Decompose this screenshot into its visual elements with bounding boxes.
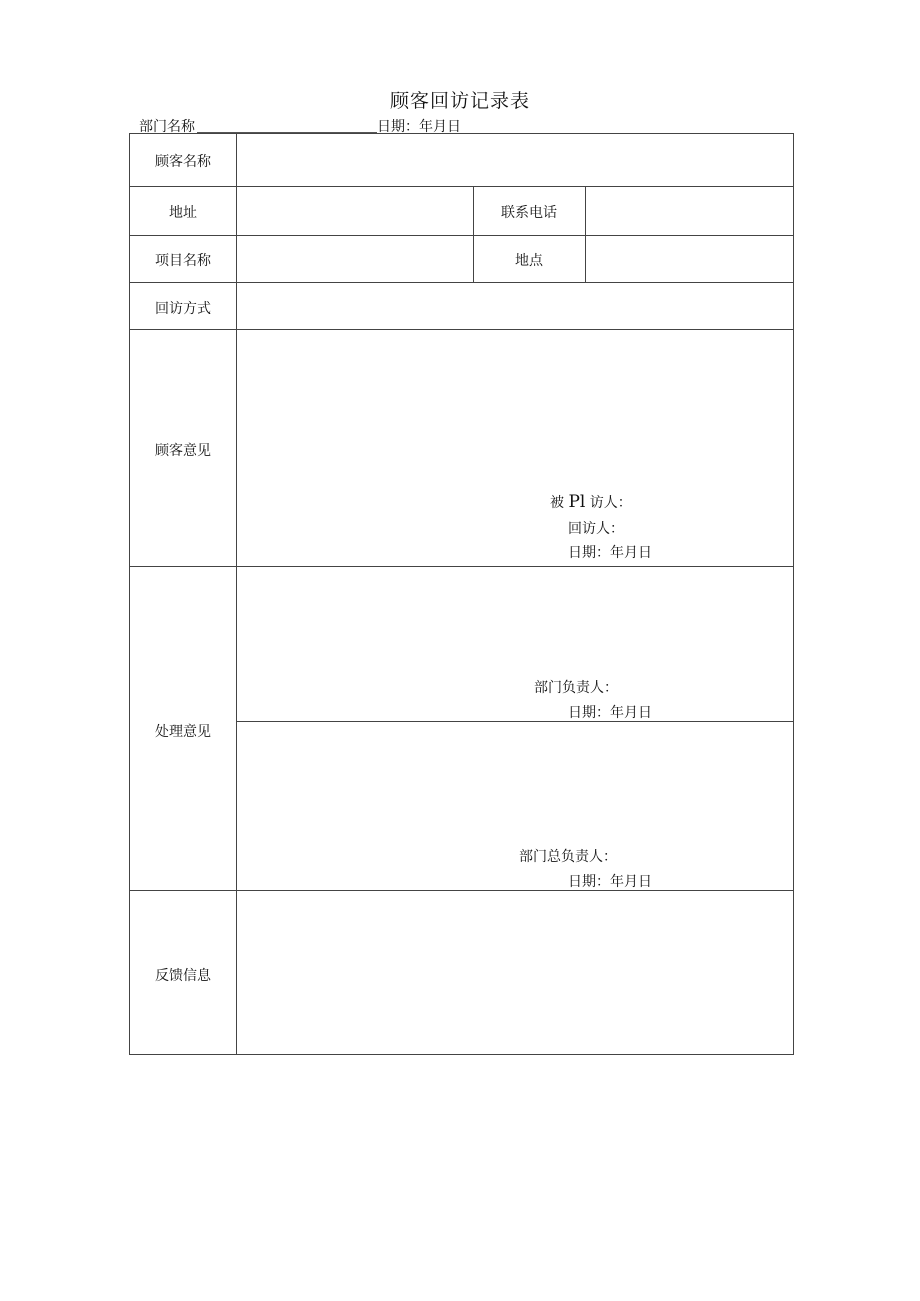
address-field[interactable] — [237, 187, 473, 235]
visitee-pl-text: Pl — [568, 492, 586, 512]
visitee-signature-label: 被 Pl 访人： — [550, 492, 632, 512]
feedback-label: 反馈信息 — [155, 968, 211, 984]
phone-label: 联系电话 — [501, 205, 557, 221]
location-field[interactable] — [586, 236, 793, 282]
visitor-signature-label: 回访人： — [568, 521, 624, 537]
dept-name-label: 部门名称 — [139, 119, 195, 135]
general-handling-opinion-field[interactable] — [237, 722, 793, 890]
general-handling-date-label: 日期：年月日 — [568, 874, 652, 890]
visit-record-table — [129, 133, 794, 1055]
handling-date-label: 日期：年月日 — [568, 705, 652, 721]
opinion-date-label: 日期：年月日 — [568, 545, 652, 561]
form-title: 顾客回访记录表 — [389, 90, 530, 112]
header-date-label: 日期：年月日 — [377, 119, 461, 135]
dept-general-head-signature-label: 部门总负责人： — [519, 849, 617, 865]
dept-head-signature-label: 部门负责人： — [534, 680, 618, 696]
customer-opinion-field[interactable] — [237, 330, 793, 566]
dept-name-blank[interactable] — [197, 118, 377, 133]
phone-field[interactable] — [586, 187, 793, 235]
feedback-field[interactable] — [237, 891, 793, 1054]
handling-opinion-label: 处理意见 — [155, 724, 211, 740]
handling-opinion-field[interactable] — [237, 567, 793, 721]
visit-method-label: 回访方式 — [155, 301, 211, 317]
customer-name-field[interactable] — [237, 134, 793, 186]
customer-opinion-label: 顾客意见 — [155, 443, 211, 459]
visit-method-field[interactable] — [237, 283, 793, 329]
project-name-label: 项目名称 — [155, 253, 211, 269]
location-label: 地点 — [515, 253, 543, 269]
customer-name-label: 顾客名称 — [155, 154, 211, 170]
project-name-field[interactable] — [237, 236, 473, 282]
address-label: 地址 — [169, 205, 197, 221]
